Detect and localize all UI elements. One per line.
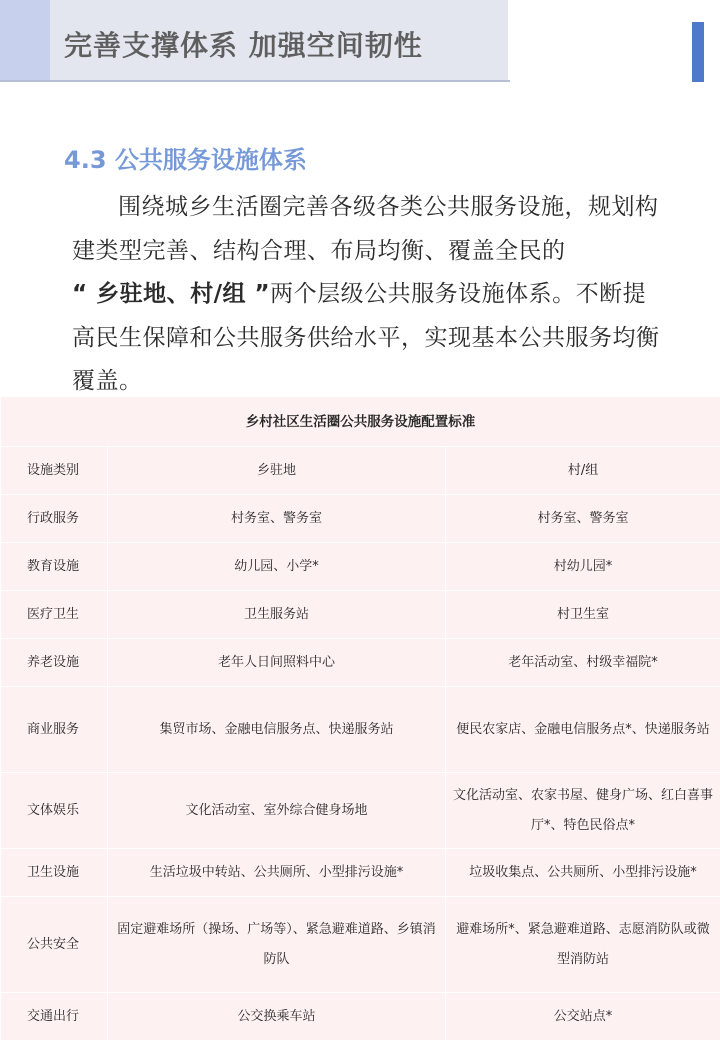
- table-cell-village: 便民农家店、金融电信服务点*、快递服务站: [446, 687, 720, 773]
- table-cell-town: 生活垃圾中转站、公共厕所、小型排污设施*: [108, 849, 446, 897]
- facility-standards-table: [0, 396, 720, 1041]
- table-cell-town: 幼儿园、小学*: [108, 543, 446, 591]
- table-cell-town: 公交换乘车站: [108, 993, 446, 1041]
- table-cell-village: 公交站点*: [446, 993, 720, 1041]
- table-row: [1, 849, 720, 897]
- table-cell-village: 村/组: [446, 447, 720, 495]
- table-row: [1, 993, 720, 1041]
- table-cell-category: 设施类别: [1, 447, 108, 495]
- table-caption-row: [1, 397, 720, 447]
- table-cell-category: 文体娱乐: [1, 773, 108, 849]
- table-row: [1, 639, 720, 687]
- paragraph-text-2: 两个层级公共服务设施体系。不断提高民生保障和公共服务供给水平，实现基本公共服务均衡覆盖。: [72, 281, 660, 394]
- table-cell-category: 公共安全: [1, 897, 108, 993]
- page-title: 完善支撑体系 加强空间韧性: [64, 26, 423, 66]
- table-row: [1, 897, 720, 993]
- table-cell-village: 村务室、警务室: [446, 495, 720, 543]
- table-row: [1, 773, 720, 849]
- table-cell-category: 交通出行: [1, 993, 108, 1041]
- paragraph-emphasis: “ 乡驻地、村/组 ”: [72, 281, 270, 307]
- table-cell-town: 老年人日间照料中心: [108, 639, 446, 687]
- table-cell-town: 村务室、警务室: [108, 495, 446, 543]
- table-cell-category: 商业服务: [1, 687, 108, 773]
- table-cell-category: 卫生设施: [1, 849, 108, 897]
- table-cell-town: 文化活动室、室外综合健身场地: [108, 773, 446, 849]
- paragraph-text-1: 围绕城乡生活圈完善各级各类公共服务设施，规划构建类型完善、结构合理、布局均衡、覆盖全民的: [72, 194, 659, 264]
- table-cell-town: 集贸市场、金融电信服务点、快递服务站: [108, 687, 446, 773]
- table-cell-category: 医疗卫生: [1, 591, 108, 639]
- body-paragraph: [72, 186, 662, 404]
- table-cell-town: 卫生服务站: [108, 591, 446, 639]
- table-cell-village: 老年活动室、村级幸福院*: [446, 639, 720, 687]
- table-cell-category: 养老设施: [1, 639, 108, 687]
- table-cell-town: 固定避难场所（操场、广场等）、紧急避难道路、乡镇消防队: [108, 897, 446, 993]
- section-heading: 4.3 公共服务设施体系: [64, 140, 307, 180]
- table-caption: 乡村社区生活圈公共服务设施配置标准: [1, 397, 720, 447]
- table-row: [1, 543, 720, 591]
- table-cell-village: 避难场所*、紧急避难道路、志愿消防队或微型消防站: [446, 897, 720, 993]
- table-row: [1, 591, 720, 639]
- table-row: [1, 495, 720, 543]
- facility-table-container: [0, 396, 720, 1040]
- corner-accent-bar: [692, 22, 704, 82]
- table-cell-village: 村卫生室: [446, 591, 720, 639]
- table-cell-category: 教育设施: [1, 543, 108, 591]
- table-cell-village: 垃圾收集点、公共厕所、小型排污设施*: [446, 849, 720, 897]
- table-cell-village: 文化活动室、农家书屋、健身广场、红白喜事厅*、特色民俗点*: [446, 773, 720, 849]
- header-accent-block: [0, 0, 50, 80]
- table-cell-category: 行政服务: [1, 495, 108, 543]
- table-row: [1, 447, 720, 495]
- header-underline: [0, 80, 510, 82]
- table-row: [1, 687, 720, 773]
- table-cell-town: 乡驻地: [108, 447, 446, 495]
- table-cell-village: 村幼儿园*: [446, 543, 720, 591]
